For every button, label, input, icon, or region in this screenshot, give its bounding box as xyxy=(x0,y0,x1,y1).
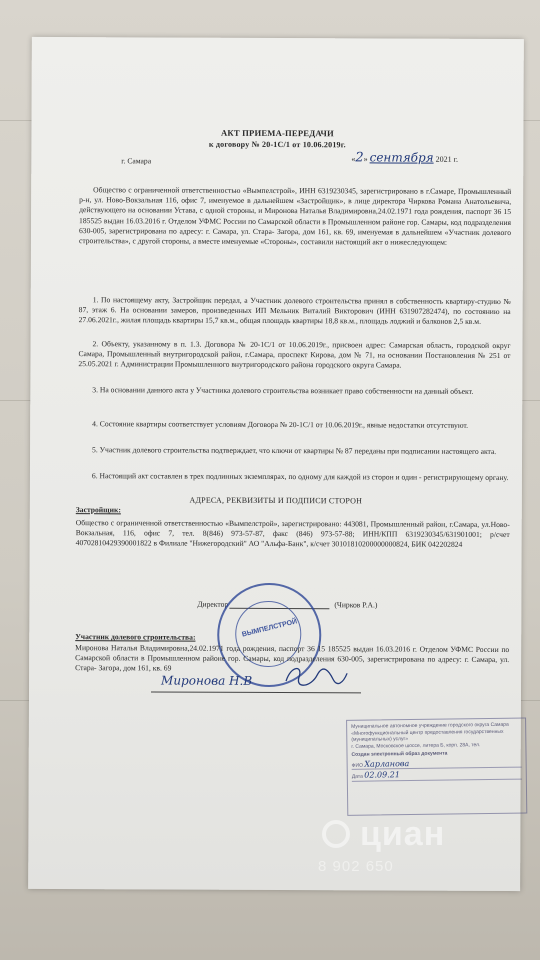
mfc-stamp-address: г. Самара, Московское шоссе, литера Б, корп. 28А, тел. xyxy=(351,741,481,750)
developer-details: Общество с ограниченной ответственностью «Вымпелстрой», зарегистрировано: 443081, Промышленный район, г.Самара, ул.Ново-Вокзальная, 116, офис 7, тел. 8(846) 973-57-87, факс (846) 973-57-88; ИНН/КПП 6319230345/631901001; р/счет 40702810429390001822 в Филиале "Нижегородский" АО "Альфа-Банк", к/счет 30101810200000000824, БИК 042202824 xyxy=(75,518,510,550)
participant-signature-line xyxy=(151,691,361,693)
mfc-stamp-date: Дата 02.09.21 xyxy=(352,771,522,782)
director-label: Директор xyxy=(197,599,229,609)
participant-scribble xyxy=(281,663,351,689)
preamble: Общество с ограниченной ответственностью «Вымпелстрой», ИНН 6319230345, зарегистрировано в г.Самаре, Промышленный р-н, ул. Ново-Вокзальная 116, офис 7, именуемое в дальнейшем «Застройщик», в лице директора Чиркова Романа Анатольевича, действующего на основании Устава, с одной стороны, и Миронова Наталья Владимировна,24.02.1971 года рождения, паспорт 36 15 185525 выдан 16.03.2016 г. Отделом УФМС России по Самарской области в Промышленном районе гор. Самары, код подразделения 630-005, зарегистрирована по адресу: г. Самара, ул. Стара- Загора, дом 161, кв. 69, именуемая в дальнейшем «Участник долевого строительства», с другой стороны, а вместе именуемые «Стороны», составили настоящий акт о нижеследующем: xyxy=(78,185,512,247)
date-month: сентября xyxy=(369,150,434,165)
clause-2: 2. Объекту, указанному в п. 1.3. Договора № 20-1С/1 от 10.06.2019г., присвоен адрес: Самарская область, городской округ Самара, Промышленный внутригородской район, г.Самара, проспект Кирова, дом № 71, на основании Постановления № 251 от 25.05.2021 г. Администрации Промышленного внутригородского района городского округа Самара. xyxy=(78,339,511,370)
date-year: 2021 г. xyxy=(435,154,459,164)
document-date: «2» сентября 2021 г. xyxy=(351,150,459,166)
clause-3: 3. На основании данного акта у Участника долевого строительства возникает право собственности на данный объект. xyxy=(92,385,474,396)
city: г. Самара xyxy=(121,156,152,166)
watermark-brand: циан xyxy=(360,815,446,853)
company-seal-text: ВЫМПЕЛСТРОЙ xyxy=(241,618,298,639)
mfc-stamp-created: Создан электронный образ документа xyxy=(351,750,448,758)
document-page xyxy=(28,37,524,891)
director-name: (Чирков Р.А.) xyxy=(334,600,378,610)
mfc-stamp-fio: ФИО Харланова xyxy=(352,759,522,770)
participant-details: Миронова Наталья Владимировна,24.02.1971 года рождения, паспорт 36 15 185525 выдан 16.03.2016 г. Отделом УФМС России по Самарской области в Промышленном районе гор. Самары, код подразделения 630-005, зарегистрирована по адресу: г. Самара, ул. Стара- Загора, дом 161, кв. 69 xyxy=(75,643,510,673)
cian-logo-icon xyxy=(322,820,350,848)
mfc-registration-stamp xyxy=(346,718,527,816)
date-day: 2 xyxy=(355,150,364,166)
document-subtitle: к договору № 20-1С/1 от 10.06.2019г. xyxy=(208,139,346,150)
watermark-number: 8 902 650 xyxy=(318,858,394,875)
document-title: АКТ ПРИЕМА-ПЕРЕДАЧИ xyxy=(220,127,334,139)
developer-label: Застройщик: xyxy=(75,505,121,515)
participant-signature: Миронова Н.В xyxy=(161,673,253,688)
clause-4: 4. Состояние квартиры соответствует условиям Договора № 20-1С/1 от 10.06.2019г., явные недостатки отсутствуют. xyxy=(92,419,469,430)
clause-1: 1. По настоящему акту, Застройщик передал, а Участник долевого строительства принял в собственность квартиру-студию № 87, этаж 6. На основании замеров, произведенных ИП Мельник Виталий Викторович (ИНН 631907282474), по состоянию на 27.06.2021г., жилая площадь квартиры 15,7 кв.м., общая площадь квартиры 18,8 кв.м., площадь лоджий и балконов 2,5 кв.м. xyxy=(78,295,511,327)
clause-5: 5. Участник долевого строительства подтверждает, что ключи от квартиры № 87 переданы при подписании настоящего акта. xyxy=(92,445,497,456)
participant-label: Участник долевого строительства: xyxy=(75,632,196,642)
mfc-stamp-title: Муниципальное автономное учреждение городского округа Самара «Многофункциональный центр предоставления государственных (муниципальных) услуг» xyxy=(351,721,509,743)
section-title: АДРЕСА, РЕКВИЗИТЫ И ПОДПИСИ СТОРОН xyxy=(189,495,363,506)
clause-6: 6. Настоящий акт составлен в трех подлинных экземплярах, по одному для каждой из сторон и один - регистрирующему органу. xyxy=(91,471,509,483)
